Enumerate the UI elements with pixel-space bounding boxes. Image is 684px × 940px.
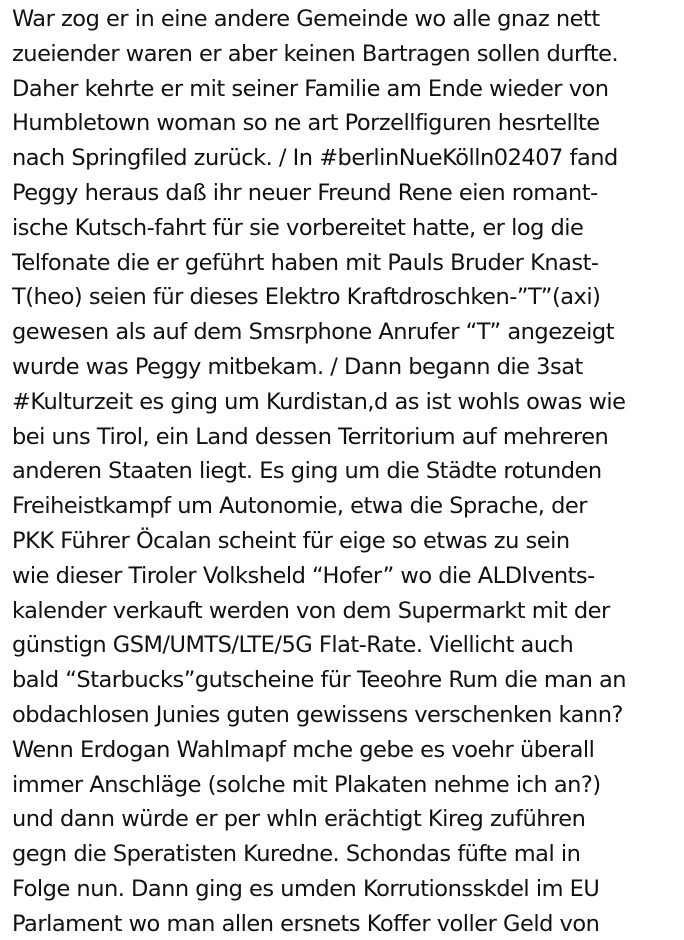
- text-line: T(heo) seien für dieses Elektro Kraftdroschken-”T”(axi): [12, 284, 601, 311]
- text-line: obdachlosen Junies guten gewissens verschenken kann?: [12, 701, 623, 728]
- text-line: bei uns Tirol, ein Land dessen Territorium auf mehreren: [12, 423, 609, 450]
- text-line: wie dieser Tiroler Volksheld “Hofer” wo die ALDIvents-: [12, 562, 595, 589]
- text-line: gewesen als auf dem Smsrphone Anrufer “T” angezeigt: [12, 319, 615, 346]
- text-line: Parlament wo man allen ersnets Koffer voller Geld von: [12, 910, 600, 937]
- text-line: wurde was Peggy mitbekam. / Dann begann die 3sat: [12, 353, 583, 380]
- text-line: immer Anschläge (solche mit Plakaten nehme ich an?): [12, 771, 601, 798]
- text-line: War zog er in eine andere Gemeinde wo alle gnaz nett: [12, 6, 600, 32]
- text-line: Telfonate die er geführt haben mit Pauls Bruder Knast-: [12, 249, 599, 276]
- text-line: günstign GSM/UMTS/LTE/5G Flat-Rate. Viellicht auch: [12, 632, 574, 659]
- text-line: Folge nun. Dann ging es umden Korrutionsskdel im EU: [12, 875, 600, 902]
- text-line: kalender verkauft werden von dem Supermarkt mit der: [12, 597, 610, 624]
- text-line: Humbletown woman so ne art Porzellfiguren hesrtellte: [12, 110, 600, 137]
- text-line: nach Springfiled zurück. / In #berlinNueKölln02407 fand: [12, 145, 618, 172]
- text-line: Daher kehrte er mit seiner Familie am Ende wieder von: [12, 75, 609, 102]
- text-line: PKK Führer Öcalan scheint für eige so etwas zu sein: [12, 527, 570, 554]
- text-line: Freiheistkampf um Autonomie, etwa die Sprache, der: [12, 493, 587, 520]
- text-line: gegn die Speratisten Kuredne. Schondas füfte mal in: [12, 841, 581, 868]
- text-line: Peggy heraus daß ihr neuer Freund Rene eien romant-: [12, 179, 598, 206]
- text-line: und dann würde er per whln erächtigt Kireg zuführen: [12, 806, 586, 833]
- text-line: #Kulturzeit es ging um Kurdistan,d as ist wohls owas wie: [12, 388, 626, 415]
- text-line: zueiender waren er aber keinen Bartragen sollen durfte.: [12, 40, 619, 67]
- text-line: ische Kutsch-fahrt für sie vorbereitet hatte, er log die: [12, 214, 584, 241]
- body-text: [12, 2, 682, 940]
- text-line: Wenn Erdogan Wahlmapf mche gebe es voehr überall: [12, 736, 595, 763]
- text-line: bald “Starbucks”gutscheine für Teeohre Rum die man an: [12, 667, 627, 694]
- text-line: anderen Staaten liegt. Es ging um die Städte rotunden: [12, 458, 602, 485]
